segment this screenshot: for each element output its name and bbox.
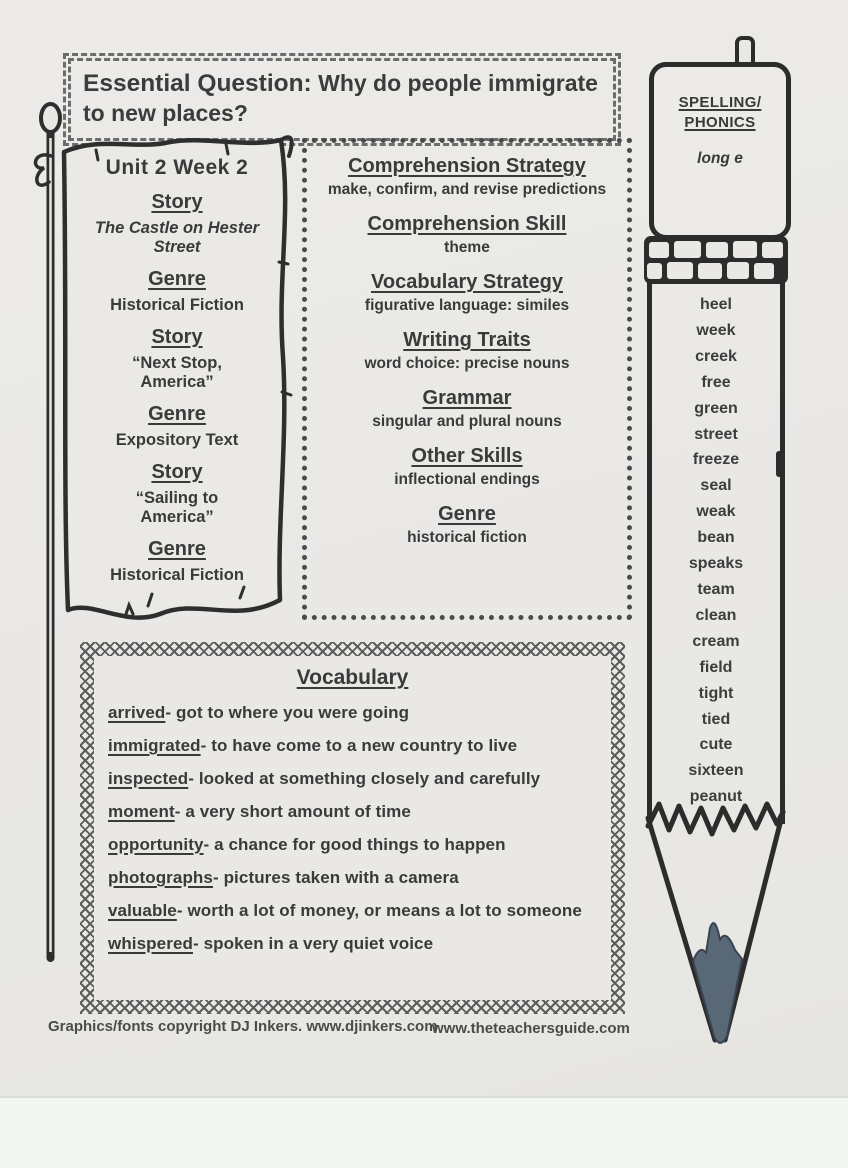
spelling-word-list (647, 280, 785, 824)
banner-text: Historical Fiction (110, 295, 244, 314)
skill-section (313, 213, 621, 257)
vocab-word: opportunity (108, 835, 204, 854)
spelling-word: bean (697, 529, 735, 547)
spelling-word: tight (698, 684, 734, 702)
site-text: www.theteachersguide.com (432, 1020, 630, 1037)
spelling-word: speaks (688, 555, 744, 573)
vocab-entry: whispered- spoken in a very quiet voice (108, 934, 434, 953)
banner-heading: Genre (148, 402, 206, 425)
vocab-entry: moment- a very short amount of time (108, 802, 411, 821)
banner-heading: Story (151, 460, 203, 483)
banner-text: “Next Stop, America” (132, 353, 222, 391)
banner-text: Historical Fiction (110, 565, 244, 584)
spelling-phonics-title: SPELLING/ PHONICS (678, 94, 762, 131)
banner-heading: Story (151, 191, 203, 213)
spelling-word: weak (696, 503, 736, 521)
banner-heading: Genre (148, 267, 206, 290)
vocab-definition: a chance for good things to happen (214, 835, 506, 854)
vocab-definition: looked at something closely and carefully (198, 769, 541, 788)
vocab-entry: immigrated- to have come to a new country to live (108, 736, 518, 755)
skill-text: word choice: precise nouns (364, 355, 570, 372)
scanner-background-strip (0, 1096, 848, 1168)
essential-question-label: Essential Question: (83, 70, 312, 97)
spelling-word: tied (701, 710, 731, 728)
pencil-eraser (649, 62, 791, 240)
vocabulary-title: Vocabulary (296, 666, 409, 689)
spelling-word: heel (699, 296, 732, 313)
skill-section (313, 445, 621, 489)
phonics-skill-label: long e (697, 150, 743, 167)
footer (48, 1018, 808, 1035)
vocab-entry: photographs- pictures taken with a camera (108, 868, 459, 887)
skill-text: figurative language: similes (364, 297, 570, 314)
spelling-word: street (694, 425, 738, 443)
credits-text: Graphics/fonts copyright DJ Inkers. www.djinkers.com (48, 1018, 438, 1035)
spelling-pencil (643, 36, 795, 1051)
skill-heading: Writing Traits (403, 329, 531, 351)
spelling-word: cute (699, 736, 733, 754)
vocab-definition: worth a lot of money, or means a lot to someone (187, 901, 582, 920)
vocabulary-box (80, 642, 625, 1014)
skill-section (313, 503, 621, 547)
vocab-word: arrived (108, 703, 166, 722)
vocab-definition: to have come to a new country to live (211, 736, 518, 755)
banner-text: The Castle on Hester Street (94, 219, 260, 256)
vocab-definition: spoken in a very quiet voice (203, 934, 434, 953)
pencil-edge-nick (776, 451, 783, 477)
vocab-word: immigrated (108, 736, 201, 755)
skill-heading: Vocabulary Strategy (371, 271, 563, 293)
skill-heading: Grammar (422, 387, 512, 409)
vocab-word: inspected (108, 769, 189, 788)
vocab-definition: a very short amount of time (185, 802, 411, 821)
banner-heading: Genre (148, 537, 206, 560)
skill-text: inflectional endings (394, 471, 540, 488)
flag-pole-finial (41, 104, 60, 132)
spelling-word: creek (695, 347, 737, 365)
skill-section (313, 387, 621, 431)
spelling-word: field (699, 658, 733, 676)
spelling-word: seal (700, 477, 732, 495)
pencil-tip (643, 796, 793, 1051)
vocab-entry: opportunity- a chance for good things to happen (108, 835, 506, 854)
skill-heading: Genre (438, 503, 496, 525)
unit-banner (74, 156, 280, 585)
skill-section (313, 155, 621, 199)
skill-heading: Comprehension Skill (367, 213, 567, 235)
vocab-entry: inspected- looked at something closely and carefully (108, 769, 541, 788)
vocab-definition: got to where you were going (176, 703, 410, 722)
spelling-word: freeze (692, 451, 740, 469)
spelling-word: team (697, 580, 735, 598)
skills-box (302, 138, 632, 620)
vocab-entry: arrived- got to where you were going (108, 703, 410, 722)
skill-text: theme (444, 239, 490, 256)
spelling-word: free (701, 373, 731, 391)
vocab-definition: pictures taken with a camera (223, 868, 459, 887)
skill-section (313, 329, 621, 373)
banner-text: “Sailing to America” (135, 488, 219, 526)
spelling-word: week (696, 321, 736, 339)
skill-text: make, confirm, and revise predictions (327, 181, 607, 198)
spelling-word: sixteen (688, 762, 744, 780)
vocab-entry: valuable- worth a lot of money, or means a lot to someone (108, 901, 582, 920)
spelling-word: peanut (689, 788, 743, 806)
vocab-word: moment (108, 802, 175, 821)
skill-section (313, 271, 621, 315)
skill-heading: Comprehension Strategy (348, 155, 586, 177)
unit-week-title: Unit 2 Week 2 (105, 156, 249, 179)
spelling-word: cream (692, 632, 740, 650)
skill-heading: Other Skills (411, 445, 523, 467)
skill-text: historical fiction (407, 529, 527, 546)
pencil-ferrule (643, 234, 789, 286)
vocab-word: valuable (108, 901, 177, 920)
banner-text: Expository Text (115, 430, 239, 449)
skill-text: singular and plural nouns (372, 413, 562, 430)
spelling-word: clean (695, 606, 737, 624)
essential-question-text: Essential Question: Why do people immigrate to new places? (83, 70, 598, 127)
banner-heading: Story (151, 325, 203, 348)
spelling-word: green (694, 399, 738, 417)
vocab-word: photographs (108, 868, 213, 887)
vocab-word: whispered (108, 934, 193, 953)
